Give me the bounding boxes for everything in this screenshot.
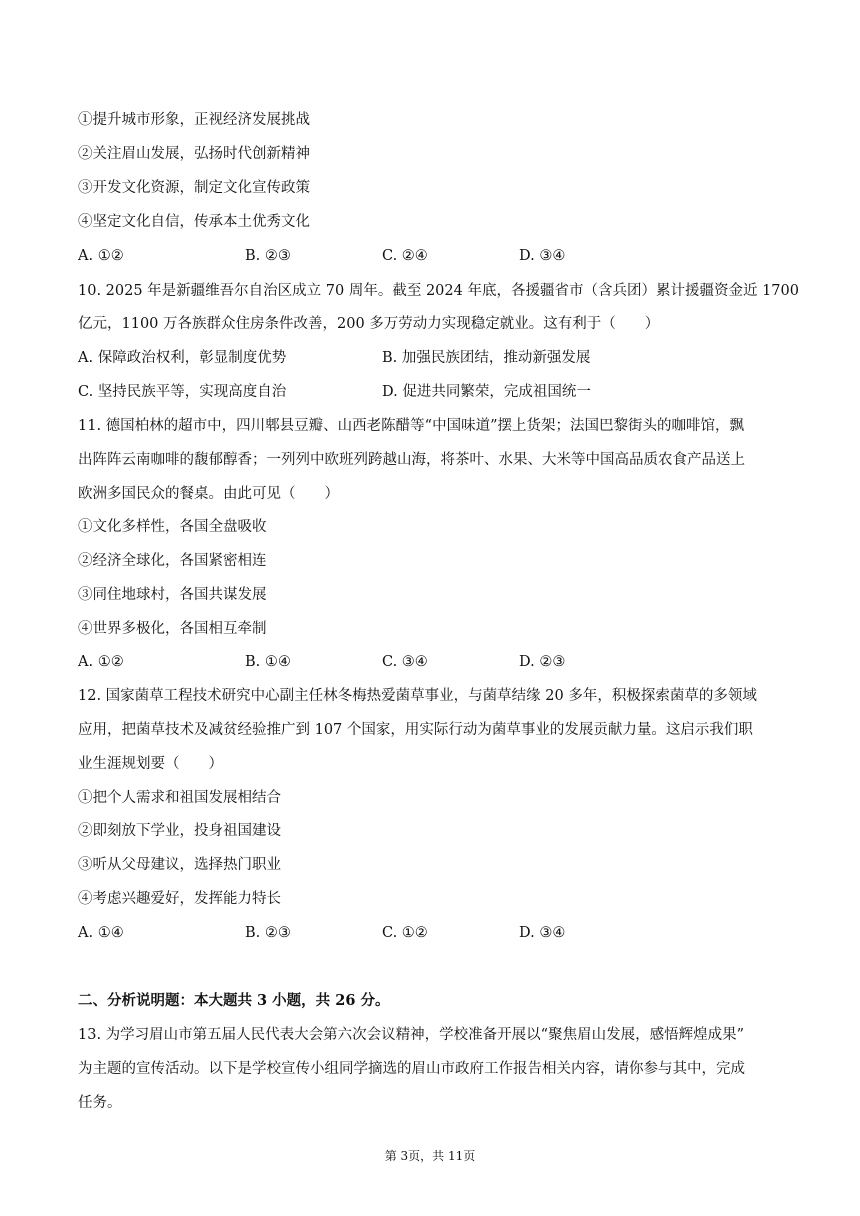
q9-item-1: ①提升城市形象，正视经济发展挑战 <box>78 112 310 128</box>
q12-option-b: B. ②③ <box>245 925 291 941</box>
q9-item-3: ③开发文化资源，制定文化宣传政策 <box>78 180 310 196</box>
q9-option-c: C. ②④ <box>382 248 428 264</box>
q9-option-d: D. ③④ <box>519 248 566 264</box>
section-2-heading: 二、分析说明题：本大题共 3 小题，共 26 分。 <box>78 992 390 1009</box>
q12-item-1: ①把个人需求和祖国发展相结合 <box>78 790 281 806</box>
q11-stem-line-3: 欧洲多国民众的餐桌。由此可见（ ） <box>78 486 339 502</box>
q12-item-2: ②即刻放下学业，投身祖国建设 <box>78 823 281 839</box>
q10-stem-line-2: 亿元，1100 万各族群众住房条件改善，200 多万劳动力实现稳定就业。这有利于（ ） <box>78 316 660 332</box>
q11-item-2: ②经济全球化，各国紧密相连 <box>78 553 267 569</box>
q11-item-3: ③同住地球村，各国共谋发展 <box>78 587 267 603</box>
q9-option-b: B. ②③ <box>245 248 291 264</box>
q12-stem-line-3: 业生涯规划要（ ） <box>78 756 223 772</box>
q9-item-2: ②关注眉山发展，弘扬时代创新精神 <box>78 146 310 162</box>
q12-option-d: D. ③④ <box>519 925 566 941</box>
q10-option-b: B. 加强民族团结，推动新强发展 <box>382 350 591 366</box>
q13-stem-line-3: 任务。 <box>78 1095 122 1111</box>
q9-option-a: A. ①② <box>78 248 124 264</box>
q12-option-a: A. ①④ <box>78 925 124 941</box>
q12-stem-line-2: 应用，把菌草技术及减贫经验推广到 107 个国家，用实际行动为菌草事业的发展贡献力量。这启示我们职 <box>78 722 753 738</box>
q9-item-4: ④坚定文化自信，传承本土优秀文化 <box>78 214 310 230</box>
q11-option-d: D. ②③ <box>519 654 566 670</box>
q10-option-d: D. 促进共同繁荣，完成祖国统一 <box>382 384 591 400</box>
q12-item-4: ④考虑兴趣爱好，发挥能力特长 <box>78 891 281 907</box>
q13-stem-line-2: 为主题的宣传活动。以下是学校宣传小组同学摘选的眉山市政府工作报告相关内容，请你参与其中，完成 <box>78 1061 745 1077</box>
q11-option-c: C. ③④ <box>382 654 428 670</box>
q11-stem-line-2: 出阵阵云南咖啡的馥郁醇香；一列列中欧班列跨越山海，将茶叶、水果、大米等中国高品质农食产品送上 <box>78 452 745 468</box>
q12-item-3: ③听从父母建议，选择热门职业 <box>78 857 281 873</box>
q10-option-a: A. 保障政治权利，彰显制度优势 <box>78 350 287 366</box>
q10-option-c: C. 坚持民族平等，实现高度自治 <box>78 384 287 400</box>
q11-item-4: ④世界多极化，各国相互牵制 <box>78 621 267 637</box>
q11-stem-line-1: 11. 德国柏林的超市中，四川郫县豆瓣、山西老陈醋等“中国味道”摆上货架；法国巴黎街头的咖啡馆，飘 <box>78 418 744 434</box>
q12-stem-line-1: 12. 国家菌草工程技术研究中心副主任林冬梅热爱菌草事业，与菌草结缘 20 多年，积极探索菌草的多领域 <box>78 688 757 704</box>
page-footer: 第 3页，共 11页 <box>384 1149 476 1163</box>
q11-option-b: B. ①④ <box>245 654 291 670</box>
q11-item-1: ①文化多样性，各国全盘吸收 <box>78 519 267 535</box>
q12-option-c: C. ①② <box>382 925 428 941</box>
q13-stem-line-1: 13. 为学习眉山市第五届人民代表大会第六次会议精神，学校准备开展以“聚焦眉山发展，感悟辉煌成果” <box>78 1027 744 1043</box>
q11-option-a: A. ①② <box>78 654 124 670</box>
q10-stem-line-1: 10. 2025 年是新疆维吾尔自治区成立 70 周年。截至 2024 年底，各援疆省市（含兵团）累计援疆资金近 1700 <box>78 283 799 299</box>
